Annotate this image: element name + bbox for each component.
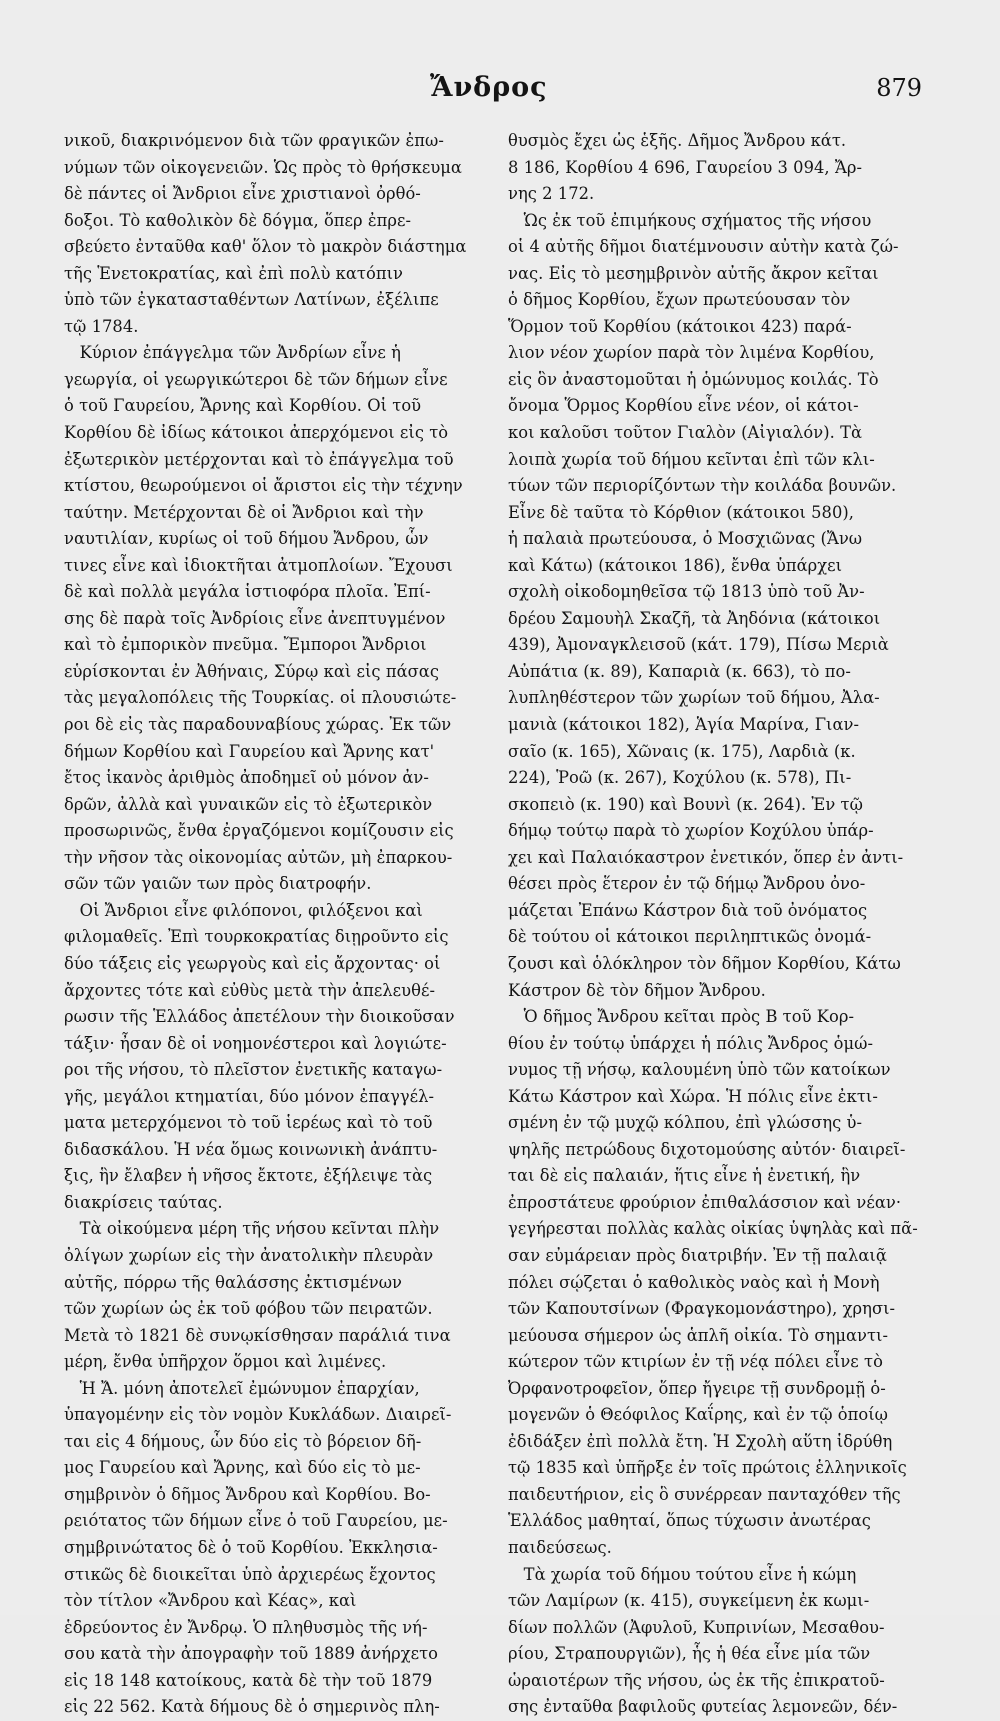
text-line: τῶν Λαμίρων (κ. 415), συγκείμενη ἐκ κωμι- (508, 1591, 870, 1611)
text-line: Τὰ οἰκούμενα μέρη τῆς νήσου κεῖνται πλὴν (64, 1219, 440, 1239)
text-line: σου κατὰ τὴν ἀπογραφὴν τοῦ 1889 ἀνήρχετο (64, 1644, 439, 1664)
left-text-column (64, 128, 472, 1721)
text-line: ροι τῆς νήσου, τὸ πλεῖστον ἐνετικῆς καταγω- (64, 1060, 443, 1080)
text-line: ὁ δῆμος Κορθίου, ἔχων πρωτεύουσαν τὸν (508, 290, 851, 310)
text-line: ὀλίγων χωρίων εἰς τὴν ἀνατολικὴν πλευρὰν (64, 1245, 434, 1265)
text-line: δοξοι. Τὸ καθολικὸν δὲ δόγμα, ὅπερ ἐπρε- (64, 210, 412, 230)
text-line: γεγήρεσται πολλὰς καλὰς οἰκίας ὑψηλὰς καὶ πᾶ- (508, 1219, 918, 1239)
text-line: δίων πολλῶν (Ἀφυλοῦ, Κυπρινίων, Μεσαθου- (508, 1617, 885, 1637)
text-line: Κύριον ἐπάγγελμα τῶν Ἀνδρίων εἶνε ἡ (64, 343, 401, 363)
text-line: ἑδρεύοντος ἐν Ἄνδρῳ. Ὁ πληθυσμὸς τῆς νή- (64, 1617, 428, 1637)
text-line: 439), Ἀμοναγκλεισοῦ (κάτ. 179), Πίσω Μεριὰ (508, 635, 889, 655)
text-line: τῷ 1835 καὶ ὑπῆρξε ἐν τοῖς πρώτοις ἑλληνικοῖς (508, 1458, 907, 1478)
text-line: διδασκάλου. Ἡ νέα ὅμως κοινωνικὴ ἀνάπτυ- (64, 1139, 438, 1159)
text-line: παιδευτήριον, εἰς ὃ συνέρρεαν πανταχόθεν τῆς (508, 1484, 901, 1504)
text-line: Αὐπάτια (κ. 89), Καπαριὰ (κ. 663), τὸ πο- (508, 661, 851, 681)
text-line: τύων τῶν περιορίζόντων τὴν κοιλάδα βουνῶν. (508, 476, 897, 496)
text-line: εἰς 18 148 κατοίκους, κατὰ δὲ τὴν τοῦ 1879 (64, 1670, 433, 1690)
text-line: δήμῳ τούτῳ παρὰ τὸ χωρίον Κοχύλου ὑπάρ- (508, 821, 874, 841)
text-line: κτίστου, θεωρούμενοι οἱ ἄριστοι εἰς τὴν τέχνην (64, 476, 463, 496)
text-line: τῶν Καπουτσίνων (Φραγκομονάστηρο), χρησι- (508, 1299, 896, 1319)
text-line: μος Γαυρείου καὶ Ἄρνης, καὶ δύο εἰς τὸ με- (64, 1458, 421, 1478)
text-line: σημβρινώτατος δὲ ὁ τοῦ Κορθίου. Ἐκκλησια- (64, 1537, 438, 1557)
text-line: ταύτην. Μετέρχονται δὲ οἱ Ἄνδριοι καὶ τὴν (64, 502, 424, 522)
text-line: νύμων τῶν οἰκογενειῶν. Ὡς πρὸς τὸ θρήσκευμα (64, 157, 462, 177)
text-line: Ὁ δῆμος Ἄνδρου κεῖται πρὸς Β τοῦ Κορ- (508, 1007, 855, 1027)
right-text-column (508, 128, 926, 1721)
text-line: ὄνομα Ὅρμος Κορθίου εἶνε νέον, οἱ κάτοι- (508, 396, 859, 416)
text-line: σημβρινὸν ὁ δῆμος Ἄνδρου καὶ Κορθίου. Βο- (64, 1484, 431, 1504)
text-line: δὲ πάντες οἱ Ἄνδριοι εἶνε χριστιανοὶ ὀρθό- (64, 184, 421, 204)
text-line: νας. Εἰς τὸ μεσημβρινὸν αὐτῆς ἄκρον κεῖται (508, 263, 879, 283)
text-line: δήμων Κορθίου καὶ Γαυρείου καὶ Ἄρνης κατ' (64, 741, 435, 761)
text-line: καὶ τὸ ἐμπορικὸν πνεῦμα. Ἔμποροι Ἄνδριοι (64, 635, 427, 655)
text-line: σῶν τῶν γαιῶν των πρὸς διατροφήν. (64, 874, 372, 894)
text-line: εἰς ὃν ἀναστομοῦται ἡ ὁμώνυμος κοιλάς. Τὸ (508, 369, 879, 389)
text-line: λυπληθέστερον τῶν χωρίων τοῦ δήμου, Ἀλα- (508, 688, 880, 708)
text-line: σχολὴ οἰκοδομηθεῖσα τῷ 1813 ὑπὸ τοῦ Ἀν- (508, 582, 865, 602)
text-line: δὲ τούτου οἱ κάτοικοι περιληπτικῶς ὀνομά- (508, 927, 872, 947)
text-line: θίου ἐν τούτῳ ὑπάρχει ἡ πόλις Ἄνδρος ὁμώ- (508, 1033, 874, 1053)
text-line: Κάτω Κάστρον καὶ Χώρα. Ἡ πόλις εἶνε ἐκτι- (508, 1086, 878, 1106)
text-line: πόλει σῴζεται ὁ καθολικὸς ναὸς καὶ ἡ Μονὴ (508, 1272, 880, 1292)
text-line: ἐδιδάξεν ἐπὶ πολλὰ ἔτη. Ἡ Σχολὴ αὕτη ἱδρύθη (508, 1431, 893, 1451)
text-line: χει καὶ Παλαιόκαστρον ἐνετικόν, ὅπερ ἐν ἀντι- (508, 847, 904, 867)
text-line: σης ἐνταῦθα βαφιλοῦς φυτείας λεμονεῶν, δέν- (508, 1697, 898, 1717)
text-line: καὶ Κάτω) (κάτοικοι 186), ἔνθα ὑπάρχει (508, 555, 843, 575)
text-line: τῷ 1784. (64, 316, 139, 336)
text-line: μέρη, ἔνθα ὑπῆρχον ὅρμοι καὶ λιμένες. (64, 1352, 387, 1372)
text-line: στικῶς δὲ διοικεῖται ὑπὸ ἀρχιερέως ἔχοντος (64, 1564, 436, 1584)
text-line: παιδεύσεως. (508, 1537, 612, 1557)
text-line: Ὅρμον τοῦ Κορθίου (κάτοικοι 423) παρά- (508, 316, 852, 336)
text-line: μογενῶν ὁ Θεόφιλος Καΐρης, καὶ ἐν τῷ ὁποίῳ (508, 1405, 888, 1425)
text-line: δρῶν, ἀλλὰ καὶ γυναικῶν εἰς τὸ ἐξωτερικὸν (64, 794, 433, 814)
text-line: εὑρίσκονται ἐν Ἀθήναις, Σύρῳ καὶ εἰς πάσας (64, 661, 440, 681)
text-line: ἔτος ἱκανὸς ἀριθμὸς ἀποδημεῖ οὐ μόνον ἀν- (64, 768, 429, 788)
text-line: λιον νέον χωρίον παρὰ τὸν λιμένα Κορθίου, (508, 343, 875, 363)
running-head (0, 72, 1000, 112)
text-line: τινες εἶνε καὶ ἰδιοκτῆται ἀτμοπλοίων. Ἔχουσι (64, 555, 453, 575)
text-line: Κορθίου δὲ ἰδίως κάτοικοι ἀπερχόμενοι εἰς τὸ (64, 423, 449, 443)
text-line: λοιπὰ χωρία τοῦ δήμου κεῖνται ἐπὶ τῶν κλι- (508, 449, 875, 469)
text-line: ψηλῆς πετρώδους διχοτομούσης αὐτόν· διαιρεῖ- (508, 1139, 906, 1159)
text-line: ματα μετερχόμενοι τὸ τοῦ ἱερέως καὶ τὸ τοῦ (64, 1113, 433, 1133)
text-line: Εἶνε δὲ ταῦτα τὸ Κόρθιον (κάτοικοι 580), (508, 502, 855, 522)
text-line: νυμος τῇ νήσῳ, καλουμένη ὑπὸ τῶν κατοίκων (508, 1060, 891, 1080)
text-line: Ὡς ἐκ τοῦ ἐπιμήκους σχήματος τῆς νήσου (508, 210, 872, 230)
text-line: ἐπροστάτευε φρούριον ἐπιθαλάσσιον καὶ νέαν· (508, 1192, 902, 1212)
text-line: κοι καλοῦσι τοῦτον Γιαλὸν (Αἰγιαλόν). Τὰ (508, 423, 863, 443)
text-line: τῶν χωρίων ὡς ἐκ τοῦ φόβου τῶν πειρατῶν. (64, 1299, 433, 1319)
text-line: μάζεται Ἐπάνω Κάστρον διὰ τοῦ ὀνόματος (508, 900, 868, 920)
text-line: σκοπειὸ (κ. 190) καὶ Βουνὶ (κ. 264). Ἐν τῷ (508, 794, 863, 814)
text-line: δρέου Σαμουὴλ Σκαζῆ, τὰ Ἀηδόνια (κάτοικοι (508, 608, 881, 628)
text-line: ναυτιλίαν, κυρίως οἱ τοῦ δήμου Ἄνδρου, ὧν (64, 529, 429, 549)
text-line: σαν εὐμάρειαν πρὸς διατριβήν. Ἐν τῇ παλαιᾷ (508, 1245, 887, 1265)
text-line: σβεύετο ἐνταῦθα καθ' ὅλον τὸ μακρὸν διάστημα (64, 237, 467, 257)
text-line: διακρίσεις ταύτας. (64, 1192, 223, 1212)
text-line: ἐξωτερικὸν μετέρχονται καὶ τὸ ἐπάγγελμα τοῦ (64, 449, 454, 469)
page-title: Ἄνδρος (430, 72, 548, 103)
text-line: γῆς, μεγάλοι κτηματίαι, δύο μόνον ἐπαγγέλ- (64, 1086, 435, 1106)
text-line: Ἡ Ἄ. μόνη ἀποτελεῖ ἐμώνυμον ἐπαρχίαν, (64, 1378, 420, 1398)
text-line: ροι δὲ εἰς τὰς παραδουναβίους χώρας. Ἐκ τῶν (64, 715, 452, 735)
text-line: ἄρχοντες τότε καὶ εὐθὺς μετὰ τὴν ἀπελευθέ- (64, 980, 435, 1000)
text-line: νικοῦ, διακρινόμενον διὰ τῶν φραγικῶν ἐπω- (64, 131, 444, 150)
text-line: ρειότατος τῶν δήμων εἶνε ὁ τοῦ Γαυρείου, με- (64, 1511, 448, 1531)
text-line: 8 186, Κορθίου 4 696, Γαυρείου 3 094, Ἄρ- (508, 157, 863, 177)
text-line: Τὰ χωρία τοῦ δήμου τούτου εἶνε ἡ κώμη (508, 1564, 857, 1584)
text-line: Οἱ Ἄνδριοι εἶνε φιλόπονοι, φιλόξενοι καὶ (64, 900, 423, 920)
text-line: φιλομαθεῖς. Ἐπὶ τουρκοκρατίας διῃροῦντο εἰς (64, 927, 449, 947)
text-line: μεύουσα σήμερον ὡς ἁπλῆ οἰκία. Τὸ σημαντι- (508, 1325, 889, 1345)
text-line: εἰς 22 562. Κατὰ δήμους δὲ ὁ σημερινὸς πλη- (64, 1697, 440, 1717)
text-line: σαῖο (κ. 165), Χῶναις (κ. 175), Λαρδιὰ (κ. (508, 741, 856, 761)
text-line: τὸν τίτλον «Ἄνδρου καὶ Κέας», καὶ (64, 1591, 357, 1611)
text-line: τάξιν· ἦσαν δὲ οἱ νοημονέστεροι καὶ λογιώτε- (64, 1033, 447, 1053)
text-line: σης δὲ παρὰ τοῖς Ἀνδρίοις εἶνε ἀνεπτυγμένον (64, 608, 446, 628)
text-line: αὐτῆς, πόρρω τῆς θαλάσσης ἐκτισμένων (64, 1272, 402, 1292)
text-line: κώτερον τῶν κτιρίων ἐν τῇ νέᾳ πόλει εἶνε τὸ (508, 1352, 883, 1372)
text-line: θέσει πρὸς ἕτερον ἐν τῷ δήμῳ Ἄνδρου ὀνο- (508, 874, 866, 894)
text-line: Ὀρφανοτροφεῖον, ὅπερ ἤγειρε τῇ συνδρομῇ ὁ- (508, 1378, 886, 1398)
text-line: τῆς Ἑνετοκρατίας, καὶ ἐπὶ πολὺ κατόπιν (64, 263, 403, 283)
text-line: Κάστρον δὲ τὸν δῆμον Ἄνδρου. (508, 980, 766, 1000)
page-number: 879 (876, 74, 922, 102)
text-line: ρωσιν τῆς Ἑλλάδος ἀπετέλουν τὴν διοικοῦσαν (64, 1007, 455, 1027)
text-line: τὰς μεγαλοπόλεις τῆς Τουρκίας. οἱ πλουσιώτε- (64, 688, 457, 708)
text-line: τὴν νῆσον τὰς οἰκονομίας αὐτῶν, μὴ ἐπαρκου- (64, 847, 453, 867)
text-line: ἡ παλαιὰ πρωτεύουσα, ὁ Μοσχιῶνας (Ἄνω (508, 529, 863, 549)
text-line: ται εἰς 4 δήμους, ὧν δύο εἰς τὸ βόρειον δῆ- (64, 1431, 422, 1451)
text-line: δὲ καὶ πολλὰ μεγάλα ἱστιοφόρα πλοῖα. Ἐπί- (64, 582, 431, 602)
text-line: θυσμὸς ἔχει ὡς ἑξῆς. Δῆμος Ἄνδρου κάτ. (508, 131, 847, 150)
text-line: ὡραιοτέρων τῆς νήσου, ὡς ἐκ τῆς ἐπικρατοῦ- (508, 1670, 885, 1690)
text-line: σμένη ἐν τῷ μυχῷ κόλπου, ἐπὶ γλώσσης ὑ- (508, 1113, 863, 1133)
text-line: νης 2 172. (508, 184, 595, 204)
text-line: ται δὲ εἰς παλαιάν, ἥτις εἶνε ἡ ἐνετική, ἣν (508, 1166, 861, 1186)
text-line: Μετὰ τὸ 1821 δὲ συνῳκίσθησαν παράλιά τινα (64, 1325, 451, 1345)
text-line: ὑπαγομένην εἰς τὸν νομὸν Κυκλάδων. Διαιρεῖ- (64, 1405, 452, 1425)
text-line: ξις, ἣν ἔλαβεν ἡ νῆσος ἔκτοτε, ἐξήλειψε τὰς (64, 1166, 433, 1186)
text-line: ὑπὸ τῶν ἐγκατασταθέντων Λατίνων, ἐξέλιπε (64, 290, 439, 310)
text-line: ζουσι καὶ ὁλόκληρον τὸν δῆμον Κορθίου, Κάτω (508, 953, 901, 973)
text-line: ὁ τοῦ Γαυρείου, Ἄρνης καὶ Κορθίου. Οἱ τοῦ (64, 396, 422, 416)
text-line: Ἑλλάδος μαθηταί, ὅπως τύχωσιν ἀνωτέρας (508, 1511, 871, 1531)
text-line: οἱ 4 αὐτῆς δῆμοι διατέμνουσιν αὐτὴν κατὰ ζώ- (508, 237, 899, 257)
text-line: δύο τάξεις εἰς γεωργοὺς καὶ εἰς ἄρχοντας· οἱ (64, 953, 441, 973)
text-line: προσωρινῶς, ἔνθα ἐργαζόμενοι κομίζουσιν εἰς (64, 821, 454, 841)
text-line: μανιὰ (κάτοικοι 182), Ἁγία Μαρίνα, Γιαν- (508, 715, 860, 735)
text-line: 224), Ῥοῶ (κ. 267), Κοχύλου (κ. 578), Πι- (508, 768, 852, 788)
text-line: γεωργία, οἱ γεωργικώτεροι δὲ τῶν δήμων εἶνε (64, 369, 448, 389)
text-line: ρίου, Στραπουργιῶν), ἧς ἡ θέα εἶνε μία τῶν (508, 1644, 871, 1664)
